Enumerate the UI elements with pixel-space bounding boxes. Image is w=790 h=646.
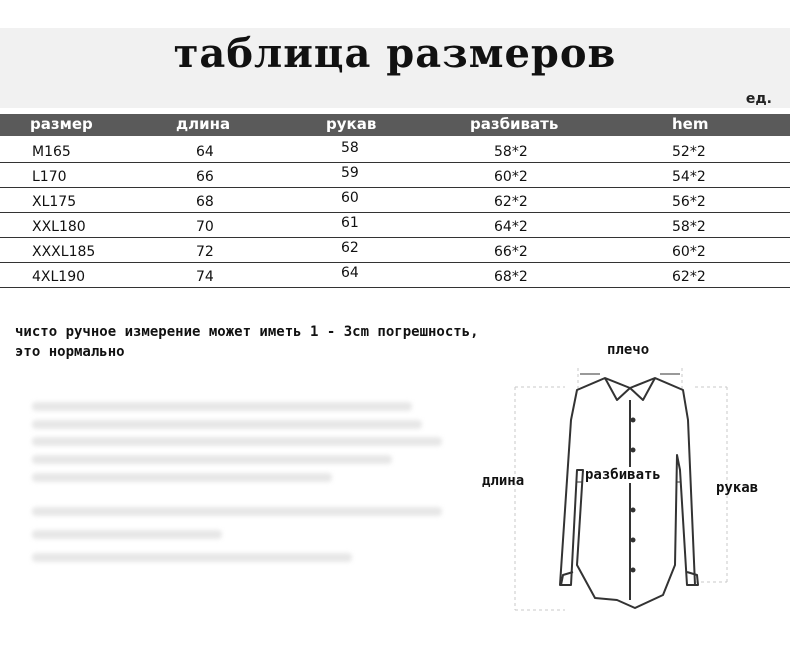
cell-size: M165: [32, 144, 71, 160]
length-label: длина: [482, 473, 525, 489]
cell-hem: 60*2: [672, 244, 706, 260]
cell-length: 66: [196, 169, 214, 185]
sleeve-label: рукав: [716, 480, 759, 496]
column-header-sleeve: рукав: [326, 115, 377, 133]
cell-length: 72: [196, 244, 214, 260]
cell-hem: 58*2: [672, 219, 706, 235]
cell-size: 4XL190: [32, 269, 86, 285]
measurement-note: [15, 322, 479, 362]
cell-sleeve: 61: [341, 215, 359, 231]
cell-hem: 54*2: [672, 169, 706, 185]
cell-length: 64: [196, 144, 214, 160]
shirt-outline: [560, 378, 698, 608]
cell-sleeve: 58: [341, 140, 359, 156]
cell-sleeve: 60: [341, 190, 359, 206]
cell-length: 70: [196, 219, 214, 235]
column-header-size: размер: [30, 115, 93, 133]
cell-hem: 52*2: [672, 144, 706, 160]
cell-bust: 64*2: [494, 219, 528, 235]
cell-size: XL175: [32, 194, 77, 210]
cell-bust: 62*2: [494, 194, 528, 210]
cell-size: L170: [32, 169, 67, 185]
cell-length: 74: [196, 269, 214, 285]
cell-bust: 66*2: [494, 244, 528, 260]
cell-length: 68: [196, 194, 214, 210]
column-header-bust: разбивать: [470, 115, 559, 133]
cell-sleeve: 62: [341, 240, 359, 256]
cell-size: XXL180: [32, 219, 86, 235]
page-title: таблица размеров: [173, 30, 617, 77]
cell-bust: 58*2: [494, 144, 528, 160]
cell-hem: 56*2: [672, 194, 706, 210]
unit-label: ед.: [745, 91, 772, 107]
column-header-hem: hem: [672, 115, 709, 133]
shoulder-label: плечо: [607, 342, 650, 358]
note-line-2: это нормально: [15, 344, 125, 360]
note-line-1: чисто ручное измерение может иметь 1 - 3cm погрешность,: [15, 324, 479, 340]
cell-hem: 62*2: [672, 269, 706, 285]
cell-size: XXXL185: [32, 244, 96, 260]
bust-label: разбивать: [585, 467, 661, 483]
column-header-length: длина: [176, 115, 231, 133]
cell-sleeve: 64: [341, 265, 359, 281]
cell-sleeve: 59: [341, 165, 359, 181]
cell-bust: 68*2: [494, 269, 528, 285]
cell-bust: 60*2: [494, 169, 528, 185]
